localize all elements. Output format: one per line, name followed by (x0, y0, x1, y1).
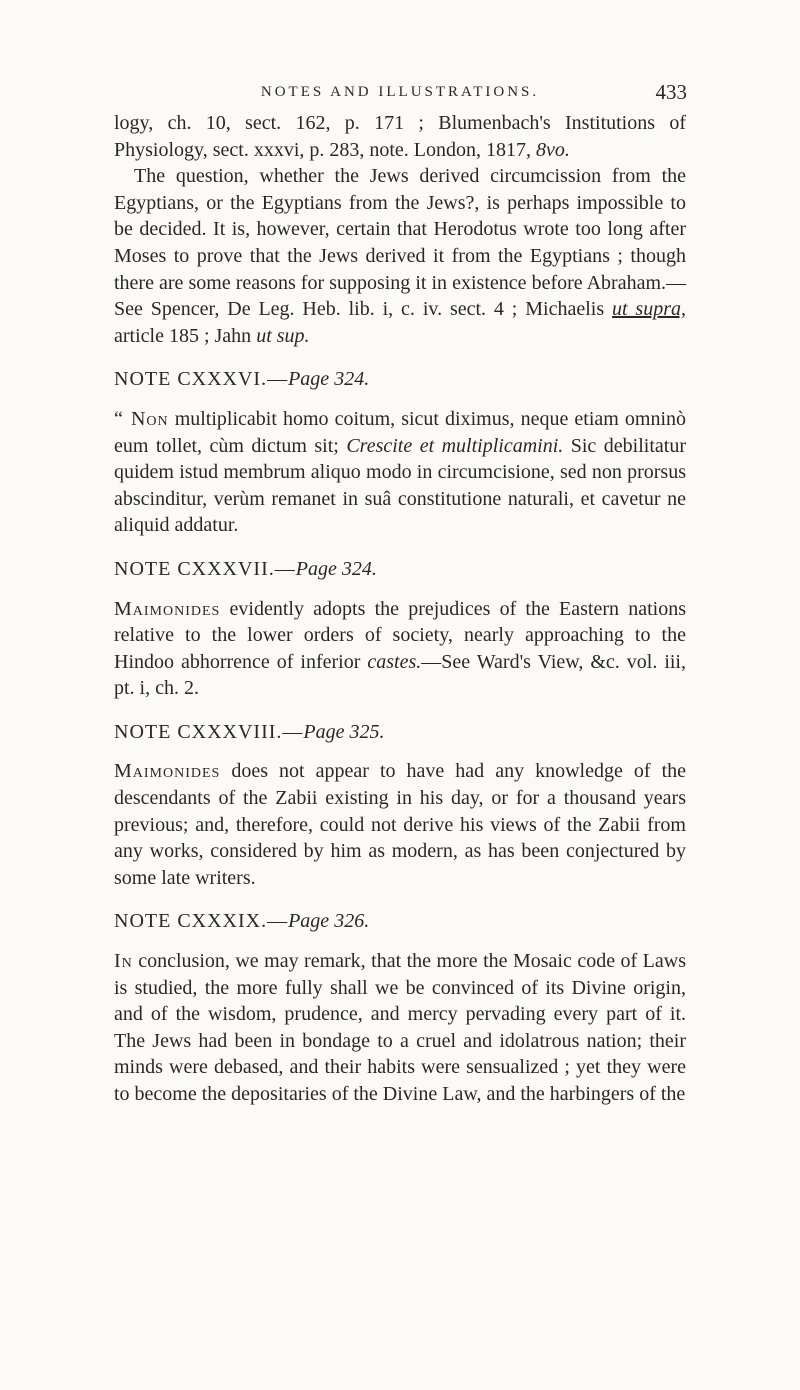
page-number: 433 (655, 80, 687, 104)
running-head-title: NOTES AND ILLUSTRATIONS. (260, 84, 540, 100)
running-head (0, 80, 800, 110)
note-heading-cxxxviii: NOTE CXXXVIII.—Page 325. (114, 720, 385, 743)
note-text-cxxxix: In conclusion, we may remark, that the more the Mosaic code of Laws is studied, the more fully shall we be convinced of its Divine origin, and of the wisdom, prudence, and mercy pervading every part of it. The Jews had been in bondage to a cruel and idolatrous nation; their minds were debased, and their habits were sensualized ; yet they were to become the depositaries of the Divine Law, and the harbingers of the (114, 950, 686, 1105)
note-heading-cxxxix: NOTE CXXXIX.—Page 326. (114, 910, 370, 933)
note-heading-cxxxvii: NOTE CXXXVII.—Page 324. (114, 557, 377, 580)
note-text-cxxxvi: “ Non multiplicabit homo coitum, sicut diximus, neque etiam omninò eum tollet, cùm dictum sit; Crescite et multiplicamini. Sic debilitatur quidem istud membrum aliquo modo in circumcisione, sed non prorsus abscinditur, verùm remanet in suâ constitutione naturali, et cavetur ne aliquid addatur. (114, 407, 687, 537)
note-text-cxxxvii: Maimonides evidently adopts the prejudices of the Eastern nations relative to the lower orders of society, nearly approaching to the Hindoo abhorrence of inferior castes.—See Ward's View, &c. vol. iii, pt. i, ch. 2. (114, 597, 686, 700)
body-text (114, 110, 686, 1108)
note-heading-cxxxvi: NOTE CXXXVI.—Page 324. (114, 368, 370, 391)
intro-paragraph-2: The question, whether the Jews derived circumcission from the Egyptians, or the Egyptians from the Jews?, is perhaps impossible to be decided. It is, however, certain that Herodotus wrote too long after Moses to prove that the Jews derived it from the Egyptians ; though there are some reasons for supposing it in existence before Abraham.—See Spencer, De Leg. Heb. lib. i, c. iv. sect. 4 ; Michaelis ut supra, article 185 ; Jahn ut sup. (114, 165, 687, 347)
note-text-cxxxviii: Maimonides does not appear to have had any knowledge of the descendants of the Zabii existing in his day, or for a thousand years previous; and, therefore, could not derive his views of the Zabii from any works, considered by him as modern, as has been conjectured by some late writers. (114, 760, 686, 889)
intro-paragraph-1: logy, ch. 10, sect. 162, p. 171 ; Blumenbach's Institutions of Physiology, sect. xxxvi, p. 283, note. London, 1817, 8vo. (114, 112, 686, 161)
